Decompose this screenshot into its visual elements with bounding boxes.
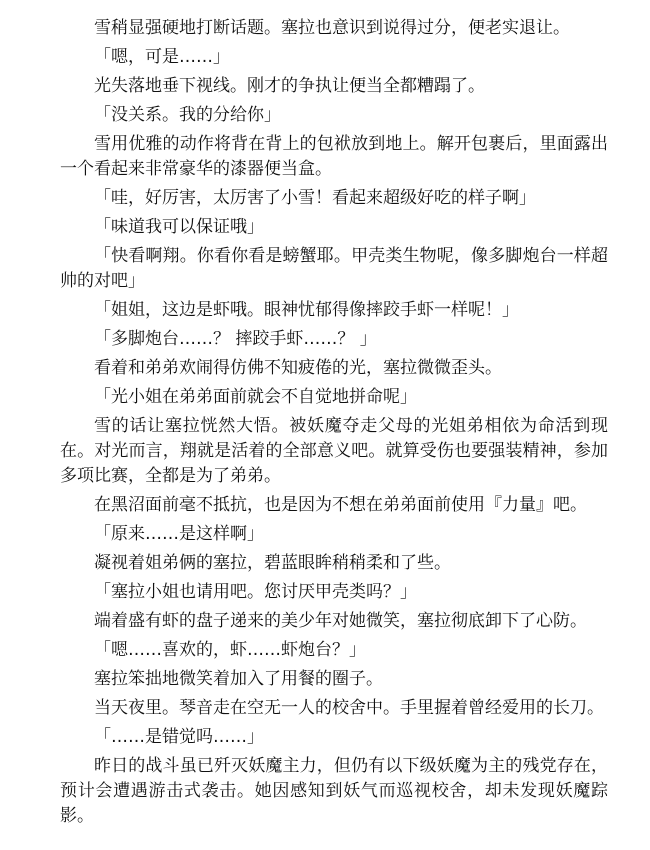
dialog-line: 「原来……是这样啊」 — [94, 524, 264, 544]
dialog-line: 「嗯，可是……」 — [94, 47, 230, 67]
paragraph: 雪用优雅的动作将背在背上的包袱放到地上。解开包裹后，里面露出一个看起来非常豪华的漆器便当盒。 — [60, 134, 608, 179]
dialog-line: 「姐姐，这边是虾哦。眼神忧郁得像摔跤手虾一样呢！」 — [94, 300, 519, 320]
paragraph: 光失落地垂下视线。刚才的争执让便当全都糟蹋了。 — [94, 76, 485, 96]
dialog-line: 「没关系。我的分给你」 — [94, 105, 281, 125]
dialog-line: 「快看啊翔。你看你看是螃蟹耶。甲壳类生物呢，像多脚炮台一样超帅的对吧」 — [60, 246, 608, 291]
paragraph: 在黑沼面前毫不抵抗，也是因为不想在弟弟面前使用『力量』吧。 — [94, 495, 587, 515]
paragraph: 雪的话让塞拉恍然大悟。被妖魔夺走父母的光姐弟相依为命活到现在。对光而言，翔就是活着的全部意义吧。就算受伤也要强装精神，参加多项比赛，全都是为了弟弟。 — [60, 416, 608, 486]
paragraph: 当天夜里。琴音走在空无一人的校舍中。手里握着曾经爱用的长刀。 — [94, 698, 604, 718]
paragraph: 凝视着姐弟俩的塞拉，碧蓝眼眸稍稍柔和了些。 — [94, 553, 451, 573]
document-page — [60, 16, 608, 829]
paragraph: 昨日的战斗虽已歼灭妖魔主力，但仍有以下级妖魔为主的残党存在，预计会遭遇游击式袭击。她因感知到妖气而巡视校舍，却未发现妖魔踪影。 — [60, 756, 608, 826]
paragraph: 端着盛有虾的盘子递来的美少年对她微笑，塞拉彻底卸下了心防。 — [94, 611, 587, 631]
dialog-line: 「多脚炮台……？ 摔跤手虾……？ 」 — [94, 329, 377, 349]
dialog-line: 「光小姐在弟弟面前就会不自觉地拼命呢」 — [94, 387, 417, 407]
dialog-line: 「味道我可以保证哦」 — [94, 217, 264, 237]
dialog-line: 「……是错觉吗……」 — [94, 727, 264, 747]
dialog-line: 「哇，好厉害，太厉害了小雪！看起来超级好吃的样子啊」 — [94, 188, 536, 208]
paragraph: 雪稍显强硬地打断话题。塞拉也意识到说得过分，便老实退让。 — [94, 18, 570, 38]
paragraph: 塞拉笨拙地微笑着加入了用餐的圈子。 — [94, 669, 383, 689]
dialog-line: 「塞拉小姐也请用吧。您讨厌甲壳类吗？」 — [94, 582, 417, 602]
paragraph: 看着和弟弟欢闹得仿佛不知疲倦的光，塞拉微微歪头。 — [94, 358, 502, 378]
dialog-line: 「嗯……喜欢的，虾……虾炮台？」 — [94, 640, 366, 660]
